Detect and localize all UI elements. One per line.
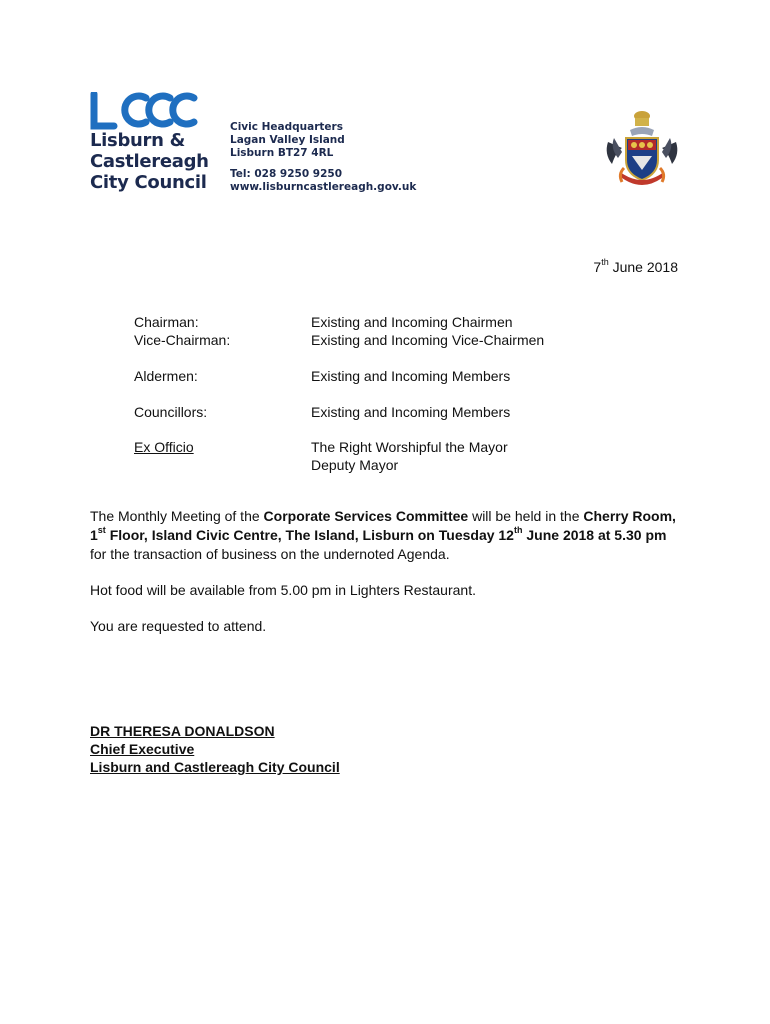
recipient-label: Councillors: [134, 404, 208, 420]
wordmark-line: Castlereagh [90, 151, 209, 172]
recipient-value: Deputy Mayor [311, 457, 399, 473]
recipient-value: Existing and Incoming Vice-Chairmen [311, 332, 545, 348]
recipient-label: Aldermen: [134, 368, 198, 384]
signatory-name: DR THERESA DONALDSON [90, 723, 275, 739]
meeting-venue: Cherry Room, 1st Floor, Island Civic Centre, The Island, Lisburn on Tuesday 12th June 2018 at 5.30 pm [90, 508, 676, 543]
signatory-organisation: Lisburn and Castlereagh City Council [90, 759, 340, 775]
coat-of-arms-icon [602, 108, 682, 192]
recipient-label: Chairman: [134, 314, 199, 330]
recipient-value: Existing and Incoming Chairmen [311, 314, 513, 330]
council-wordmark [90, 130, 209, 193]
recipients-list [134, 313, 694, 474]
date-suffix: th [601, 257, 609, 268]
address-line: Lisburn BT27 4RL [230, 147, 334, 159]
date-month-year: June 2018 [608, 259, 678, 275]
signature-block [90, 722, 340, 776]
address-line: Lagan Valley Island [230, 134, 345, 146]
recipient-value: Existing and Incoming Members [311, 404, 511, 420]
recipient-row [134, 403, 694, 421]
website: www.lisburncastlereagh.gov.uk [230, 181, 417, 193]
address-line: Civic Headquarters [230, 121, 343, 133]
letter-body [90, 507, 682, 653]
letterhead-address [230, 121, 416, 194]
recipient-label: Vice-Chairman: [134, 332, 231, 348]
date-day: 7 [593, 259, 602, 275]
recipient-label: Ex Officio [134, 439, 194, 455]
wordmark-line: Lisburn & [90, 130, 186, 151]
meeting-paragraph: The Monthly Meeting of the Corporate Services Committee will be held in the Cherry Room, 1st Floor, Island Civic Centre, The Island, Lisburn on Tuesday 12th June 2018 at 5.30 pm for the transaction of business on the undernoted Agenda. [90, 508, 676, 562]
food-note: Hot food will be available from 5.00 pm in Lighters Restaurant. [90, 582, 476, 598]
committee-name: Corporate Services Committee [263, 508, 469, 524]
recipient-value: The Right Worshipful the Mayor [311, 439, 508, 455]
recipient-row [134, 367, 694, 385]
recipient-row [134, 313, 694, 349]
lccc-logo-icon [90, 92, 198, 130]
wordmark-line: City Council [90, 172, 207, 193]
request-note: You are requested to attend. [90, 618, 267, 634]
signatory-title: Chief Executive [90, 741, 195, 757]
recipient-value: Existing and Incoming Members [311, 368, 511, 384]
letter-date [593, 259, 678, 275]
recipient-row [134, 438, 694, 474]
telephone: Tel: 028 9250 9250 [230, 168, 343, 180]
